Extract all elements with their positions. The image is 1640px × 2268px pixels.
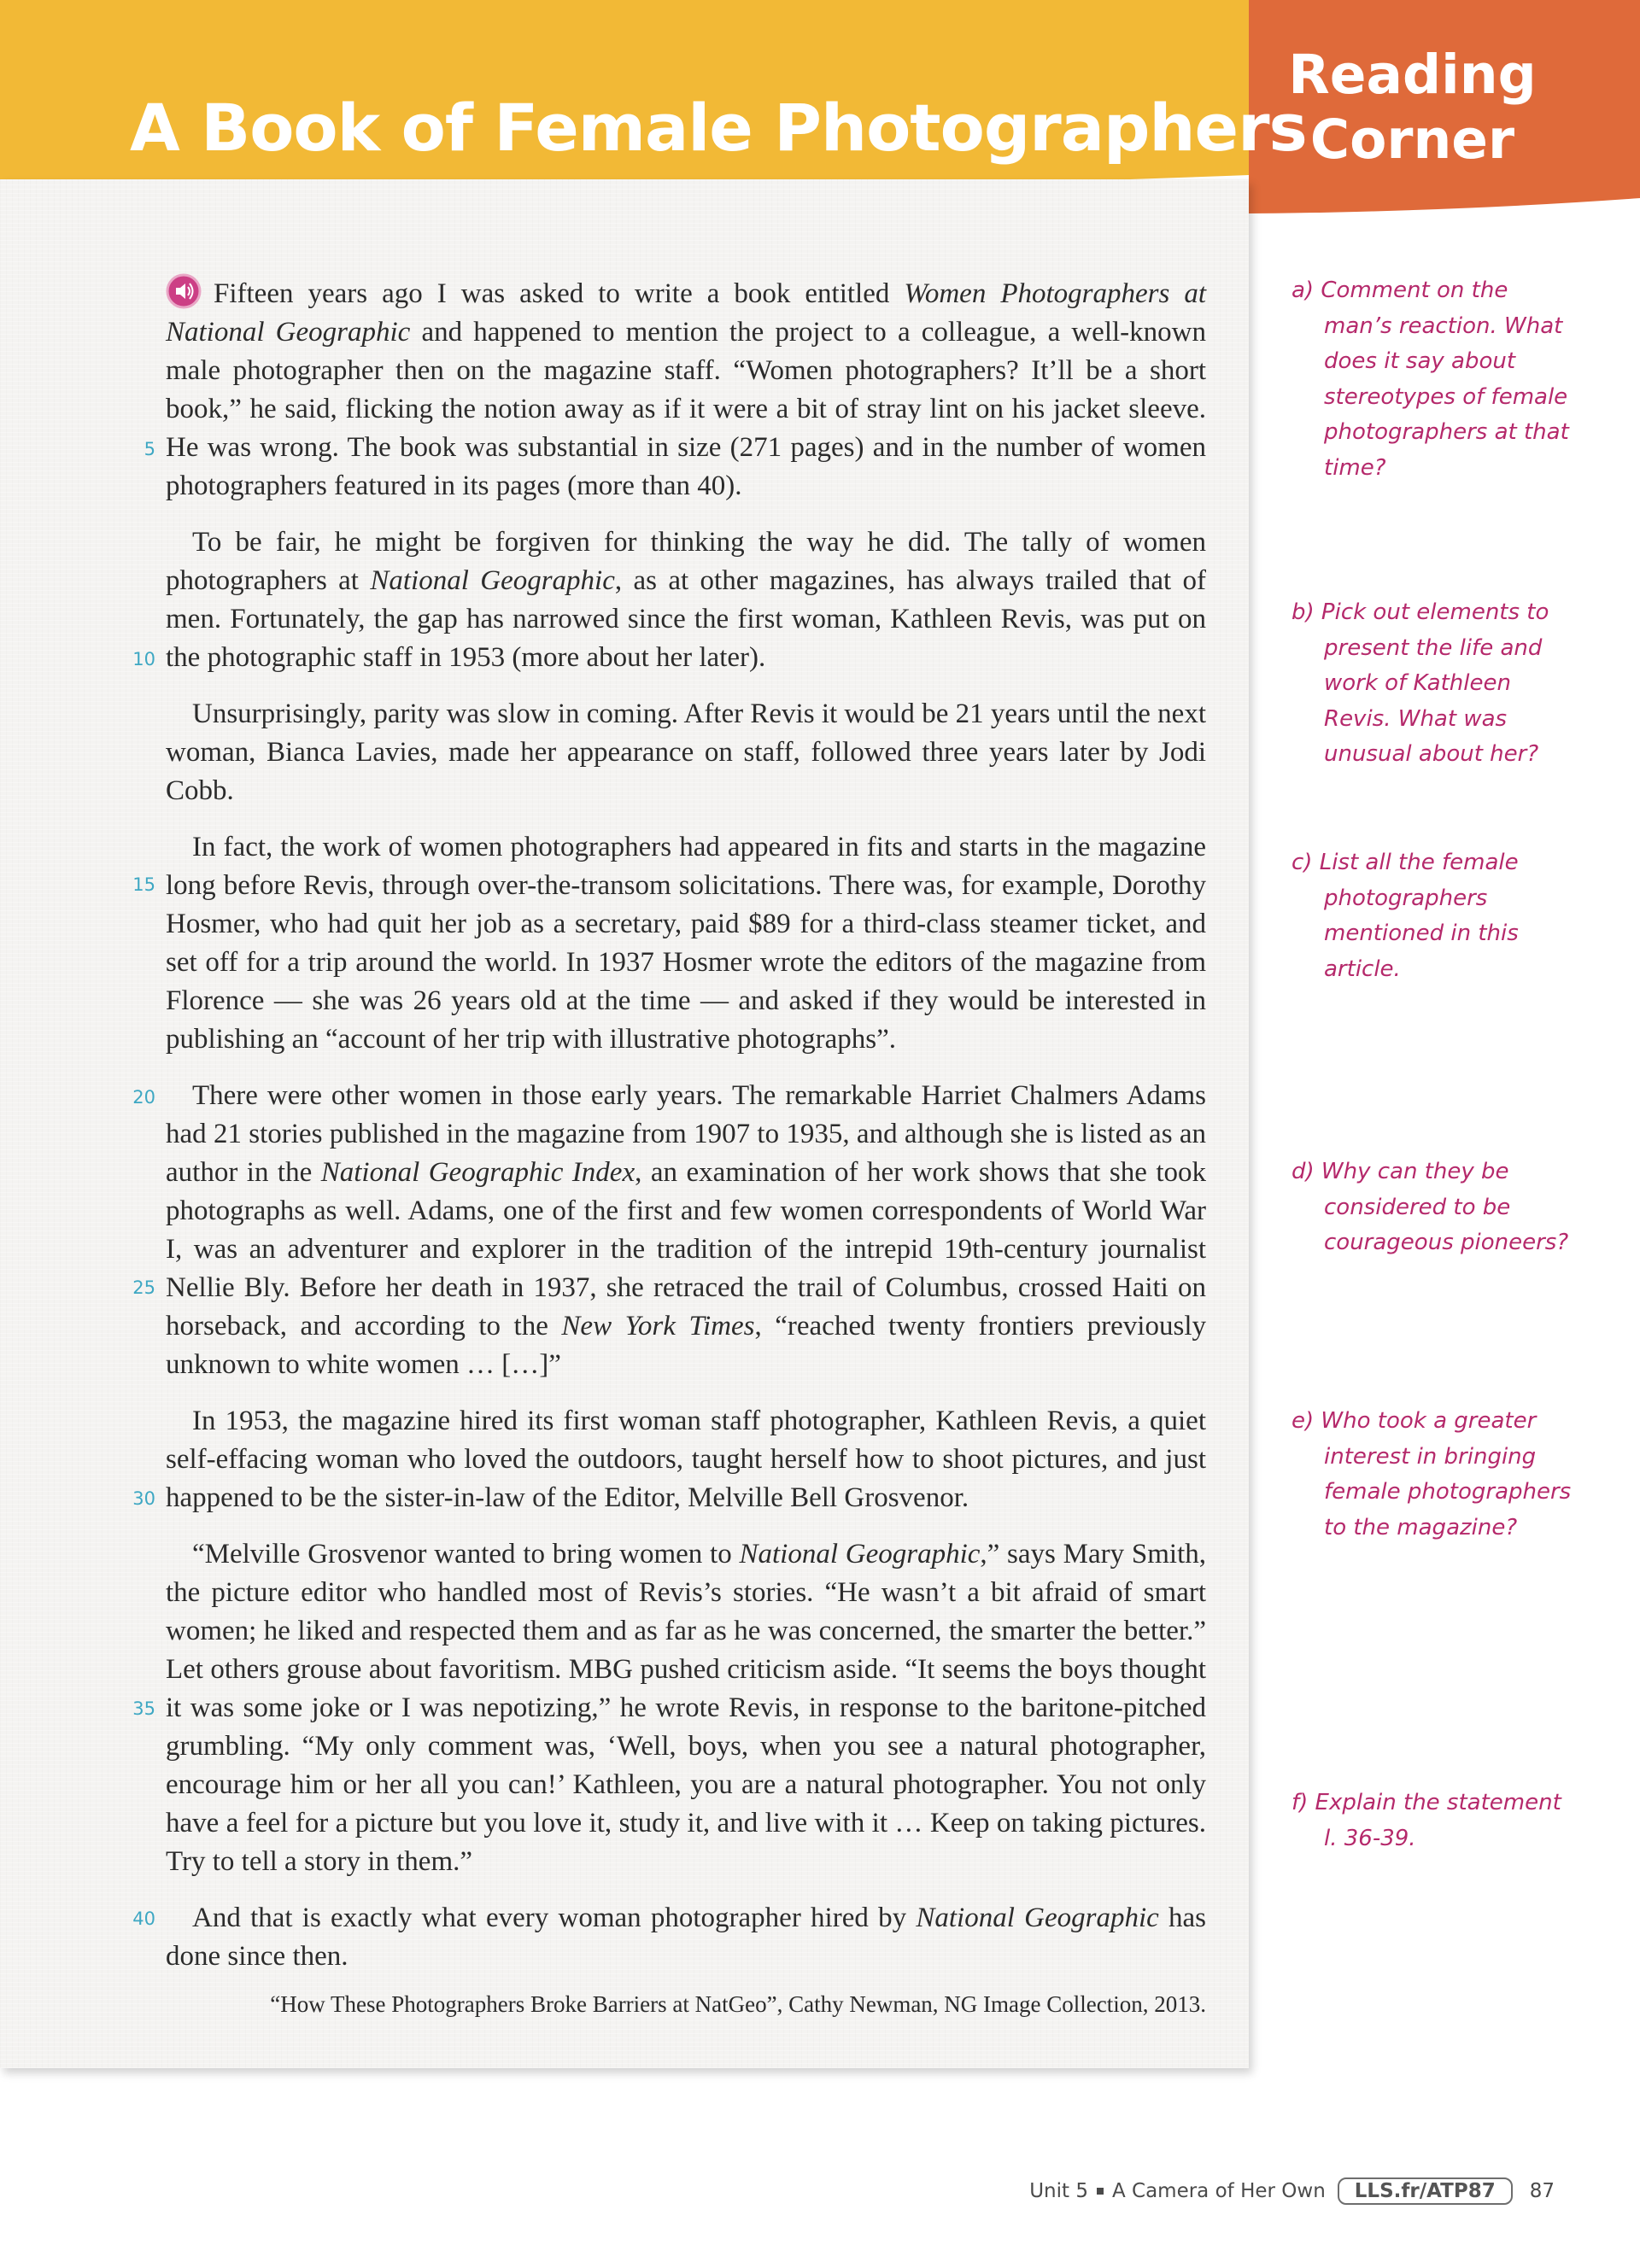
footer-link-code[interactable]: LLS.fr/ATP87 [1338,2177,1513,2205]
question-d: d) Why can they be considered to be courageous pioneers? [1292,1159,1569,1255]
question-e: e) Who took a greater interest in bringing female photographers to the magazine? [1292,1408,1572,1540]
article-paragraph-2: To be fair, he might be forgiven for thinking the way he did. The tally of women photographers at National Geographic, as at other magazines, has always trailed that of men. Fortunately, the gap has narrowed since the first woman, Kathleen Revis, was put on the photographic staff in 1953 (more about her later). [166,527,1206,673]
question-f: f) Explain the statement l. 36-39. [1292,1790,1561,1851]
article-paragraph-8: And that is exactly what every woman photographer hired by National Geographic has done since then. [166,1903,1206,1972]
line-number: 30 [132,1488,155,1509]
line-number: 15 [132,874,155,895]
page-footer [1029,2177,1555,2205]
line-number: 40 [132,1909,155,1929]
article-paragraph-7: “Melville Grosvenor wanted to bring women to National Geographic,” says Mary Smith, the picture editor who handled most of Revis’s stories. “He wasn’t a bit afraid of smart women; he liked and respected them and as far as he was concerned, the smarter the better.” Let others grouse about favoritism. MBG pushed criticism aside. “It seems the boys thought it was some joke or I was nepotizing,” he wrote Revis, in response to the baritone-pitched grumbling. “My only comment was, ‘Well, boys, when you see a natural photographer, encourage him or her all you can!’ Kathleen, you are a natural photographer. You not only have a feel for a picture but you love it, study it, and live with it … Keep on taking pictures. Try to tell a story in them.” [166,1539,1206,1877]
footer-unit: Unit 5 [1029,2180,1088,2202]
article-paragraph-4: In fact, the work of women photographers had appeared in fits and starts in the magazine long before Revis, through over-the-transom solicitations. There was, for example, Dorothy Hosmer, who had quit her job as a secretary, paid $89 for a third-class steamer ticket, and set off for a trip around the world. In 1937 Hosmer wrote the editors of the magazine from Florence — she was 26 years old at the time — and asked if they would be interested in publishing an “account of her trip with illustrative photographs”. [166,832,1206,1055]
question-c: c) List all the female photographers mentioned in this article. [1292,850,1519,982]
reading-corner-label [1249,43,1576,172]
article-paragraph-5: There were other women in those early years. The remarkable Harriet Chalmers Adams had 21 stories published in the magazine from 1907 to 1935, and although she is listed as an author in the National Geographic Index, an examination of her work shows that she took photographs as well. Adams, one of the first and few women correspondents of World War I, was an adventurer and explorer in the tradition of the intrepid 19th-century journalist Nellie Bly. Before her death in 1937, she retraced the trail of Columbus, crossed Haiti on horseback, and according to the New York Times, “reached twenty frontiers previously unknown to white women … […]” [166,1080,1206,1380]
line-number: 20 [132,1087,155,1108]
line-number: 35 [132,1698,155,1719]
article-source-citation: “How These Photographers Broke Barriers at NatGeo”, Cathy Newman, NG Image Collection, 2013. [270,1991,1206,2017]
speaker-icon[interactable] [166,273,202,309]
reading-corner-line-1: Reading [1288,44,1537,106]
question-b: b) Pick out elements to present the life and work of Kathleen Revis. What was unusual about her? [1292,599,1549,767]
reading-corner-line-2: Corner [1309,108,1515,171]
footer-chapter-title: A Camera of Her Own [1111,2180,1326,2202]
page-number: 87 [1529,2180,1555,2202]
article-paragraph-1: Fifteen years ago I was asked to write a book entitled Women Photographers at National Geographic and happened to mention the project to a colleague, a well-known male photographer then on the magazine staff. “Women photographers? It’ll be a short book,” he said, flicking the notion away as if it were a bit of stray lint on his jacket sleeve. He was wrong. The book was substantial in size (271 pages) and in the number of women photographers featured in its pages (more than 40). [166,273,1206,506]
article-paragraph-3: Unsurprisingly, parity was slow in coming. After Revis it would be 21 years until the next woman, Bianca Lavies, made her appearance on staff, followed three years later by Jodi Cobb. [166,699,1206,806]
footer-bullet [1097,2188,1104,2195]
question-a: a) Comment on the man’s reaction. What does it say about stereotypes of female photographers at that time? [1292,278,1569,481]
line-number: 10 [132,649,155,669]
page-title: A Book of Female Photographers [130,90,1307,166]
line-number: 5 [144,439,155,459]
article-body [166,273,1206,1994]
article-paragraph-6: In 1953, the magazine hired its first woman staff photographer, Kathleen Revis, a quiet self-effacing woman who loved the outdoors, taught herself how to shoot pictures, and just happened to be the sister-in-law of the Editor, Melville Bell Grosvenor. [166,1406,1206,1513]
line-number: 25 [132,1277,155,1298]
